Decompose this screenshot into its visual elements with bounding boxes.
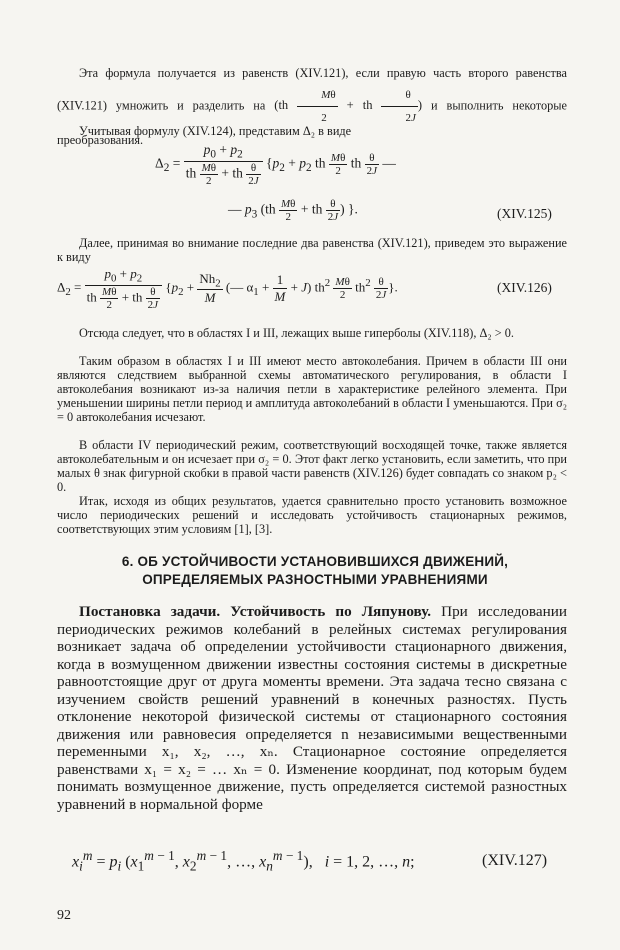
- equation-xiv-127: $x_i^m = p_i$ ($x_1^{m - 1}$, $x_2^{m - 1}$, …, $x_n^{m - 1}$), i = 1, 2, …, n;: [72, 848, 415, 874]
- paragraph-text: и выполнить некоторые преобразования.: [57, 98, 567, 147]
- equation-xiv-126: $\Delta_2$ = $p_0 + p_2$ th $\frac{M\theta}{2}$ + th $\frac{\theta}{2J}$ {$p_2$ + $\frac{Nh_2}{M}$ (— $\alpha_1$ + $\frac{1}{M}$ + J) $th^2$ $\frac{M\theta}{2}$ $th^2$ $\frac{\theta}{2J}$ }.: [57, 266, 398, 311]
- equation-number-127: (XIV.127): [482, 852, 548, 869]
- paragraph-region-iv: [57, 438, 567, 494]
- equation-xiv-125-line1: $\Delta_2$ = $p_0 + p_2$ th $\frac{M\theta}{2}$ + th $\frac{\theta}{2J}$ {$p_2 + p_2$ th $\frac{M\theta}{2}$ th $\frac{\theta}{2J}$ —: [155, 142, 396, 187]
- page-number: 92: [57, 908, 71, 923]
- equation-number-126: (XIV.126): [497, 280, 552, 295]
- paragraph-conclusion: [57, 494, 567, 536]
- paragraph-text: Отсюда следует, что в областях I и III, лежащих выше гиперболы (XIV.118), Δ₂ > 0.: [79, 326, 514, 340]
- paragraph-autooscillations: [57, 354, 567, 424]
- paragraph-delta-form: [57, 124, 567, 138]
- paragraph-text: Учитывая формулу (XIV.124), представим Δ₂ в виде: [79, 124, 352, 138]
- paragraph-text: При исследовании периодических режимов колебаний в релейных системах регулирования возникает задача об определении устойчивости стационарного движения, когда в возмущенном движении известны состояния системы в дискретные равноотстоящие друг от друга моменты времени. Эта задача тесно связана с изучением свойств решений уравнений в конечных разностях. Пусть отклонение некоторой физической системы от стационарного состояния движения или равновесия определяется n независимыми вещественными переменными x₁, x₂, …, xₙ. Стационарное состояние определяется равенствами x₁ = x₂ = … xₙ = 0. Изменение координат, под которым будем понимать возмущенное движение, пусть определяется системой разностных уравнений в нормальной форме: [57, 603, 567, 813]
- paragraph-text: В области IV периодический режим, соответствующий восходящей точке, также является автоколебательным и он исчезает при σ₂ = 0. Этот факт легко установить, если заметить, что при малых θ знак фигурной скобки в правой части равенств (XIV.126) будет совпадать со знаком p₂ < 0.: [57, 438, 567, 494]
- paragraph-text: Таким образом в областях I и III имеют место автоколебания. Причем в области III они являются следствием выбранной схемы автоматического регулирования, в области I автоколебания возникают из-за наличия петли в характеристике релейного элемента. При уменьшении ширины петли период и амплитуда автоколебаний в области I уменьшаются. При σ₂ = 0 автоколебания исчезают.: [57, 354, 567, 424]
- section-heading-line2: ОПРЕДЕЛЯЕМЫХ РАЗНОСТНЫМИ УРАВНЕНИЯМИ: [142, 572, 488, 587]
- equation-xiv-125-line2: — $p_3$ (th $\frac{M\theta}{2}$ + th $\frac{\theta}{2J}$ ) }.: [228, 198, 358, 223]
- section-heading: [55, 553, 575, 589]
- paragraph-text: Эта формула получается из равенств (XIV.121), если правую часть второго равенства (XIV.121) умножить и разделить на: [57, 66, 567, 113]
- paragraph-hyperbola: [57, 326, 567, 340]
- equation-number-125: (XIV.125): [497, 206, 552, 221]
- paragraph-bold-lead: Постановка задачи. Устойчивость по Ляпунову.: [79, 603, 432, 620]
- inline-formula: (th $\frac{M\theta}{2}$ + th $\frac{\theta}{2J}$ ): [274, 98, 422, 112]
- section-heading-line1: 6. ОБ УСТОЙЧИВОСТИ УСТАНОВИВШИХСЯ ДВИЖЕНИЙ,: [121, 554, 509, 569]
- paragraph-problem-statement: [57, 603, 567, 813]
- paragraph-further: [57, 236, 567, 264]
- paragraph-text: Итак, исходя из общих результатов, удается сравнительно просто установить возможное число периодических решений и исследовать устойчивость стационарных режимов, соответствующих этим условиям [1], [3].: [57, 494, 567, 536]
- paragraph-text: Далее, принимая во внимание последние два равенства (XIV.121), приведем это выражение к виду: [57, 236, 567, 264]
